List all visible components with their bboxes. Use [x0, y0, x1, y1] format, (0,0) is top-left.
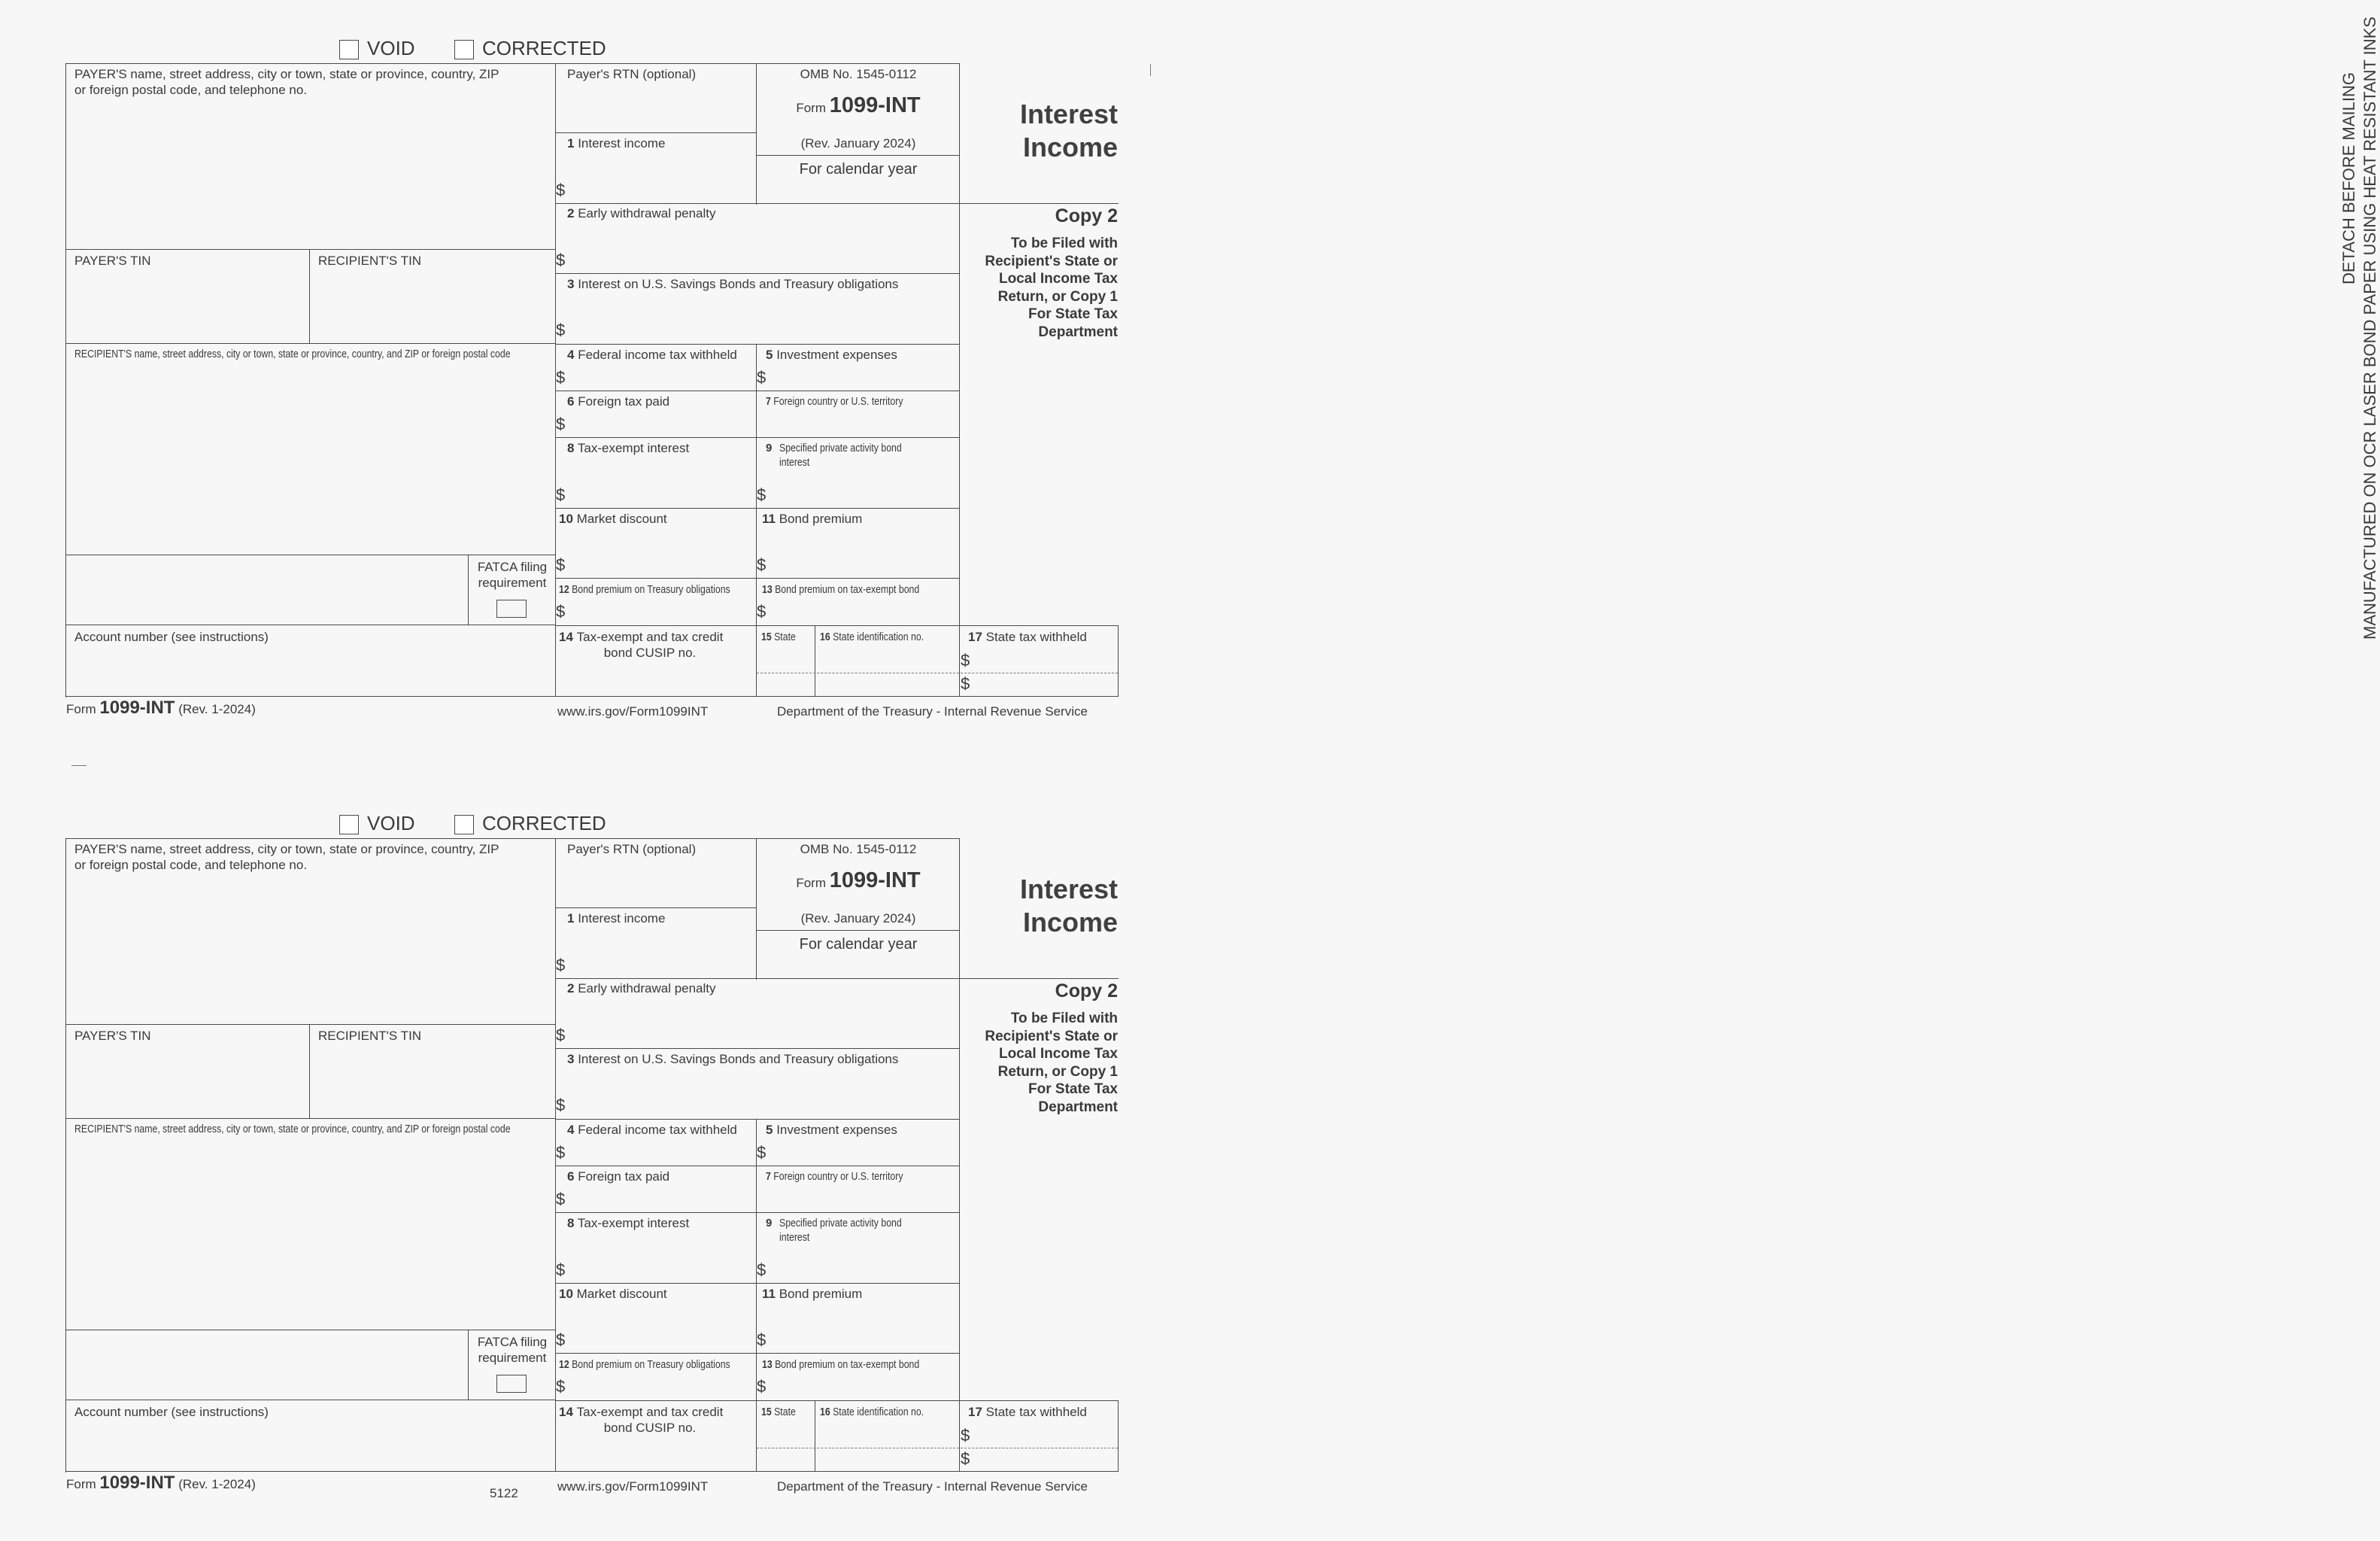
box12-field[interactable]: [572, 599, 754, 623]
manufacture-notice: MANUFACTURED ON OCR LASER BOND PAPER USING HEAT RESISTANT INKS: [2360, 17, 2379, 640]
box16-field[interactable]: [817, 1422, 957, 1469]
box3-dollar: $: [556, 321, 566, 339]
payer-rtn-label: Payer's RTN (optional): [567, 67, 697, 81]
box12-dollar: $: [556, 602, 566, 621]
box1-dollar: $: [556, 181, 566, 199]
box11-label: 11 Bond premium: [762, 512, 863, 526]
recipient-name-field[interactable]: [68, 365, 553, 553]
void-label: VOID: [367, 37, 415, 59]
recipient-name-field[interactable]: [68, 1140, 553, 1328]
box13-label: 13 Bond premium on tax-exempt bond: [762, 1358, 920, 1371]
box13-dollar: $: [757, 1377, 767, 1396]
box11-dollar: $: [757, 1330, 767, 1349]
box3-dollar: $: [556, 1096, 566, 1114]
box4-label: 4 Federal income tax withheld: [567, 348, 737, 362]
box17-dollar-2: $: [961, 674, 970, 693]
box13-field[interactable]: [773, 1374, 957, 1398]
detach-notice: DETACH BEFORE MAILING: [2339, 72, 2358, 284]
box4-dollar: $: [556, 1143, 566, 1162]
box1-interest-income-field[interactable]: [572, 154, 754, 201]
box9-dollar: $: [757, 1260, 767, 1279]
form-title: Form 1099-INT: [796, 93, 921, 117]
fatca-checkbox[interactable]: [496, 1375, 527, 1393]
corrected-label: CORRECTED: [482, 812, 606, 834]
box11-field[interactable]: [773, 1305, 957, 1351]
payer-tin-label: PAYER'S TIN: [74, 1029, 151, 1043]
cut-tick: [71, 765, 87, 766]
box7-field[interactable]: [760, 1186, 957, 1210]
box12-label: 12 Bond premium on Treasury obligations: [559, 583, 730, 596]
footer-form-name: Form 1099-INT (Rev. 1-2024): [66, 1473, 256, 1493]
box17-dollar-1: $: [961, 1426, 970, 1445]
footer-form-name: Form 1099-INT (Rev. 1-2024): [66, 698, 256, 718]
box9-field[interactable]: [773, 474, 957, 506]
payer-tin-label: PAYER'S TIN: [74, 254, 151, 268]
account-number-field[interactable]: [68, 1422, 553, 1469]
box12-label: 12 Bond premium on Treasury obligations: [559, 1358, 730, 1371]
box14-label: 14 Tax-exempt and tax credit bond CUSIP no.: [559, 1405, 724, 1435]
box1-label: 1 Interest income: [567, 911, 666, 926]
void-label: VOID: [367, 812, 415, 834]
box17-field[interactable]: [976, 647, 1116, 694]
box2-dollar: $: [556, 1026, 566, 1044]
calendar-year-label: For calendar year: [799, 161, 918, 178]
box4-field[interactable]: [572, 364, 754, 388]
box17-dollar-2: $: [961, 1449, 970, 1468]
recipient-tin-field[interactable]: [311, 271, 554, 342]
box8-field[interactable]: [572, 1234, 754, 1281]
box15-label: 15 State: [761, 631, 796, 643]
box16-label: 16 State identification no.: [820, 1406, 924, 1418]
box6-dollar: $: [556, 1190, 566, 1208]
fatca-label: FATCA filing requirement: [477, 1335, 548, 1365]
box10-dollar: $: [556, 1330, 566, 1349]
account-number-field[interactable]: [68, 647, 553, 694]
void-checkbox[interactable]: [339, 815, 359, 834]
box13-dollar: $: [757, 602, 767, 621]
box2-label: 2 Early withdrawal penalty: [567, 206, 716, 220]
footer-department: Department of the Treasury - Internal Revenue Service: [777, 704, 1088, 719]
box13-field[interactable]: [773, 599, 957, 623]
box9-field[interactable]: [773, 1249, 957, 1281]
form-revision: (Rev. January 2024): [800, 136, 916, 150]
box12-field[interactable]: [572, 1374, 754, 1398]
box1-label: 1 Interest income: [567, 136, 666, 150]
void-checkbox[interactable]: [339, 40, 359, 59]
box5-label: 5 Investment expenses: [766, 1123, 897, 1137]
box5-field[interactable]: [773, 1139, 957, 1163]
calendar-year-label: For calendar year: [799, 936, 918, 953]
box8-label: 8 Tax-exempt interest: [567, 1216, 690, 1230]
box4-dollar: $: [556, 368, 566, 387]
recipient-name-label: RECIPIENT'S name, street address, city or town, state or province, country, and ZIP or foreign postal code: [74, 348, 511, 360]
box10-dollar: $: [556, 555, 566, 574]
box13-label: 13 Bond premium on tax-exempt bond: [762, 583, 920, 596]
box3-label: 3 Interest on U.S. Savings Bonds and Treasury obligations: [567, 1052, 899, 1066]
box1-dollar: $: [556, 956, 566, 974]
payer-name-field[interactable]: [68, 877, 553, 1022]
box6-field[interactable]: [572, 1186, 754, 1210]
payer-tin-field[interactable]: [68, 1046, 307, 1117]
box4-field[interactable]: [572, 1139, 754, 1163]
detach-tick: [1150, 64, 1151, 76]
box8-label: 8 Tax-exempt interest: [567, 441, 690, 455]
box14-label: 14 Tax-exempt and tax credit bond CUSIP no.: [559, 630, 724, 660]
footer-department: Department of the Treasury - Internal Revenue Service: [777, 1479, 1088, 1494]
box7-field[interactable]: [760, 411, 957, 435]
box15-label: 15 State: [761, 1406, 796, 1418]
form-heading: Interest Income: [1019, 874, 1118, 938]
payer-rtn-label: Payer's RTN (optional): [567, 842, 697, 856]
form-1099-int-top: [0, 0, 1225, 752]
box16-field[interactable]: [817, 647, 957, 694]
box3-label: 3 Interest on U.S. Savings Bonds and Treasury obligations: [567, 277, 899, 291]
box17-label: 17 State tax withheld: [968, 1405, 1087, 1419]
box14-field[interactable]: [558, 1437, 754, 1469]
box11-dollar: $: [757, 555, 767, 574]
box2-field[interactable]: [572, 999, 957, 1046]
form-heading: Interest Income: [1019, 99, 1118, 163]
box17-label: 17 State tax withheld: [968, 630, 1087, 644]
omb-number: OMB No. 1545-0112: [800, 67, 917, 81]
box11-field[interactable]: [773, 530, 957, 576]
copy-label: Copy 2: [1055, 980, 1118, 1001]
box9-label: 9 Specified private activity bond interest: [766, 442, 902, 469]
footer-url: www.irs.gov/Form1099INT: [557, 1479, 709, 1494]
box5-field[interactable]: [773, 364, 957, 388]
box3-field[interactable]: [572, 1070, 957, 1117]
box1-interest-income-field[interactable]: [572, 929, 754, 976]
box14-field[interactable]: [558, 662, 754, 694]
box12-dollar: $: [556, 1377, 566, 1396]
recipient-name-label: RECIPIENT'S name, street address, city or town, state or province, country, and ZIP or foreign postal code: [74, 1123, 511, 1135]
payer-name-field[interactable]: [68, 102, 553, 247]
box4-label: 4 Federal income tax withheld: [567, 1123, 737, 1137]
box5-dollar: $: [757, 368, 767, 387]
box8-dollar: $: [556, 485, 566, 504]
filing-instructions: To be Filed with Recipient's State or Local Income Tax Return, or Copy 1 For State Tax Department: [985, 236, 1118, 340]
payer-name-label: PAYER'S name, street address, city or town, state or province, country, ZIP or foreign postal code, and telephone no.: [74, 67, 499, 97]
box8-field[interactable]: [572, 459, 754, 506]
box6-dollar: $: [556, 415, 566, 433]
box8-dollar: $: [556, 1260, 566, 1279]
footer-url: www.irs.gov/Form1099INT: [557, 704, 709, 719]
box6-label: 6 Foreign tax paid: [567, 1169, 670, 1184]
corrected-checkbox[interactable]: [454, 40, 474, 59]
recipient-tin-label: RECIPIENT'S TIN: [318, 1029, 422, 1043]
box3-field[interactable]: [572, 295, 957, 342]
box5-label: 5 Investment expenses: [766, 348, 897, 362]
box7-label: 7 Foreign country or U.S. territory: [766, 1170, 903, 1183]
box2-label: 2 Early withdrawal penalty: [567, 981, 716, 995]
box10-label: 10 Market discount: [559, 1287, 667, 1301]
account-number-label: Account number (see instructions): [74, 1405, 269, 1419]
box10-label: 10 Market discount: [559, 512, 667, 526]
fatca-checkbox[interactable]: [496, 600, 527, 618]
form-revision: (Rev. January 2024): [800, 911, 916, 926]
box7-label: 7 Foreign country or U.S. territory: [766, 395, 903, 408]
omb-number: OMB No. 1545-0112: [800, 842, 917, 856]
recipient-tin-field[interactable]: [311, 1046, 554, 1117]
box15-field[interactable]: [758, 1422, 812, 1469]
box15-field[interactable]: [758, 647, 812, 694]
footer-code: 5122: [490, 1486, 518, 1500]
box9-dollar: $: [757, 485, 767, 504]
box17-dollar-1: $: [961, 651, 970, 670]
filing-instructions: To be Filed with Recipient's State or Local Income Tax Return, or Copy 1 For State Tax Department: [985, 1011, 1118, 1115]
box6-label: 6 Foreign tax paid: [567, 394, 670, 409]
box16-label: 16 State identification no.: [820, 631, 924, 643]
payer-tin-field[interactable]: [68, 271, 307, 342]
form-1099-int-bottom: [0, 775, 1225, 1527]
box17-field[interactable]: [976, 1422, 1116, 1469]
account-number-label: Account number (see instructions): [74, 630, 269, 644]
copy-label: Copy 2: [1055, 205, 1118, 226]
corrected-checkbox[interactable]: [454, 815, 474, 834]
fatca-label: FATCA filing requirement: [477, 560, 548, 590]
box10-field[interactable]: [572, 1305, 754, 1351]
box9-label: 9 Specified private activity bond interest: [766, 1217, 902, 1244]
box10-field[interactable]: [572, 530, 754, 576]
box11-label: 11 Bond premium: [762, 1287, 863, 1301]
payer-name-label: PAYER'S name, street address, city or town, state or province, country, ZIP or foreign postal code, and telephone no.: [74, 842, 499, 872]
form-title: Form 1099-INT: [796, 868, 921, 892]
box2-dollar: $: [556, 251, 566, 269]
box5-dollar: $: [757, 1143, 767, 1162]
recipient-tin-label: RECIPIENT'S TIN: [318, 254, 422, 268]
box6-field[interactable]: [572, 411, 754, 435]
box2-field[interactable]: [572, 224, 957, 271]
corrected-label: CORRECTED: [482, 37, 606, 59]
